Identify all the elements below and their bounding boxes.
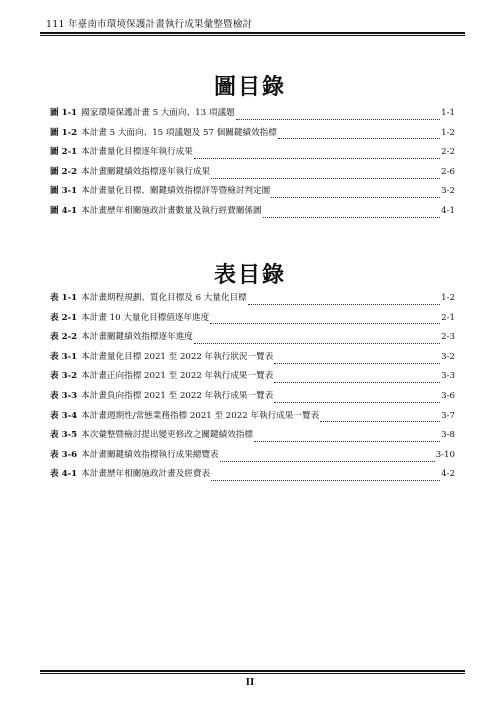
dot-leader <box>236 112 441 120</box>
dot-leader <box>211 473 440 481</box>
dot-leader <box>248 297 440 305</box>
entry-page: 2-3 <box>441 332 455 343</box>
dot-leader <box>271 190 440 198</box>
figure-entry[interactable] <box>50 126 455 146</box>
entry-number: 表 3-5 <box>50 430 78 441</box>
entry-title: 國家環境保護計畫 5 大面向、13 項議題 <box>81 108 235 118</box>
entry-number: 圖 1-1 <box>50 108 78 118</box>
entry-title: 本計畫量化目標 2021 至 2022 年執行狀況一覽表 <box>81 351 274 362</box>
entry-number: 表 1-1 <box>50 293 78 303</box>
entry-title: 本計畫量化目標、關鍵績效指標評等暨檢討判定圖 <box>81 186 271 197</box>
entry-page: 3-8 <box>441 430 455 441</box>
entry-page: 1-2 <box>441 293 455 303</box>
entry-number: 表 3-2 <box>50 371 78 382</box>
figure-entry[interactable] <box>50 184 455 204</box>
table-entry[interactable] <box>50 311 455 331</box>
entry-title: 本計畫關鍵績效指標執行成果總覽表 <box>81 449 219 460</box>
entry-number: 表 4-1 <box>50 469 78 480</box>
page-number: II <box>245 678 255 688</box>
table-entry[interactable] <box>50 389 455 409</box>
entry-title: 本計畫 10 大量化目標值逐年進度 <box>81 312 210 323</box>
entry-page: 1-2 <box>441 127 455 138</box>
dot-leader <box>210 316 440 324</box>
entry-page: 3-7 <box>441 410 455 421</box>
header-rule <box>40 32 465 34</box>
entry-page: 3-3 <box>441 371 455 382</box>
entry-page: 2-2 <box>441 147 455 158</box>
entry-number: 表 2-2 <box>50 332 78 343</box>
entry-number: 表 3-6 <box>50 449 78 460</box>
entry-title: 本計畫負向指標 2021 至 2022 年執行成果一覽表 <box>81 390 274 401</box>
entry-page: 2-6 <box>441 166 455 177</box>
entry-title: 本計畫期程規劃、質化目標及 6 大量化目標 <box>81 293 247 303</box>
entry-title: 本計畫週期性/常態業務指標 2021 至 2022 年執行成果一覽表 <box>81 410 320 421</box>
entry-number: 表 3-3 <box>50 390 78 401</box>
table-entry[interactable] <box>50 428 455 448</box>
entry-title: 本計畫歷年相關施政計畫及經費表 <box>81 469 211 480</box>
entry-number: 表 3-4 <box>50 410 78 421</box>
table-entry[interactable] <box>50 448 455 468</box>
entry-page: 2-1 <box>441 312 455 323</box>
footer-rule-thin <box>40 673 465 674</box>
dot-leader <box>274 375 440 383</box>
entry-title: 本計畫關鍵績效指標逐年執行成果 <box>81 166 211 177</box>
entry-number: 圖 4-1 <box>50 205 78 216</box>
entry-page: 1-1 <box>441 108 455 118</box>
entry-title: 本計畫關鍵績效指標逐年進度 <box>81 332 193 343</box>
entry-page: 3-2 <box>441 186 455 197</box>
entry-number: 圖 3-1 <box>50 186 78 197</box>
table-entry[interactable] <box>50 350 455 370</box>
entry-page: 3-2 <box>441 351 455 362</box>
entry-title: 本計畫 5 大面向、15 項議題及 57 個關鍵績效指標 <box>81 127 277 138</box>
entry-title: 本計畫正向指標 2021 至 2022 年執行成果一覽表 <box>81 371 274 382</box>
entry-number: 表 3-1 <box>50 351 78 362</box>
entry-number: 圖 1-2 <box>50 127 78 138</box>
running-header: 111 年臺南市環境保護計畫執行成果彙整暨檢討 <box>46 19 253 30</box>
entry-number: 表 2-1 <box>50 312 78 323</box>
entry-title: 本計畫量化目標逐年執行成果 <box>81 147 193 158</box>
table-entry[interactable] <box>50 467 455 487</box>
dot-leader <box>263 210 441 218</box>
figure-entry[interactable] <box>50 106 455 126</box>
figure-list <box>50 106 455 224</box>
entry-page: 4-1 <box>441 205 455 216</box>
entry-title: 本次彙整暨檢討提出變更修改之關鍵績效指標 <box>81 430 254 441</box>
entry-page: 3-10 <box>435 449 455 460</box>
table-entry[interactable] <box>50 291 455 311</box>
table-entry[interactable] <box>50 409 455 429</box>
figure-entry[interactable] <box>50 145 455 165</box>
figures-title: 圖目錄 <box>213 74 286 100</box>
dot-leader <box>274 356 440 364</box>
entry-title: 本計畫歷年相關施政計畫數量及執行經費關係圖 <box>81 205 262 216</box>
table-list <box>50 291 455 487</box>
figure-entry[interactable] <box>50 204 455 224</box>
figure-entry[interactable] <box>50 165 455 185</box>
dot-leader <box>194 151 440 159</box>
entry-page: 4-2 <box>441 469 455 480</box>
table-entry[interactable] <box>50 330 455 350</box>
header-rule-thin <box>40 35 465 36</box>
tables-title: 表目錄 <box>213 262 286 288</box>
dot-leader <box>254 434 440 442</box>
dot-leader <box>194 336 440 344</box>
entry-number: 圖 2-1 <box>50 147 78 158</box>
table-entry[interactable] <box>50 369 455 389</box>
entry-number: 圖 2-2 <box>50 166 78 177</box>
footer-rule <box>40 670 465 672</box>
entry-page: 3-6 <box>441 390 455 401</box>
dot-leader <box>320 414 440 422</box>
dot-leader <box>220 454 435 462</box>
dot-leader <box>278 131 440 139</box>
dot-leader <box>211 171 440 179</box>
dot-leader <box>274 395 440 403</box>
